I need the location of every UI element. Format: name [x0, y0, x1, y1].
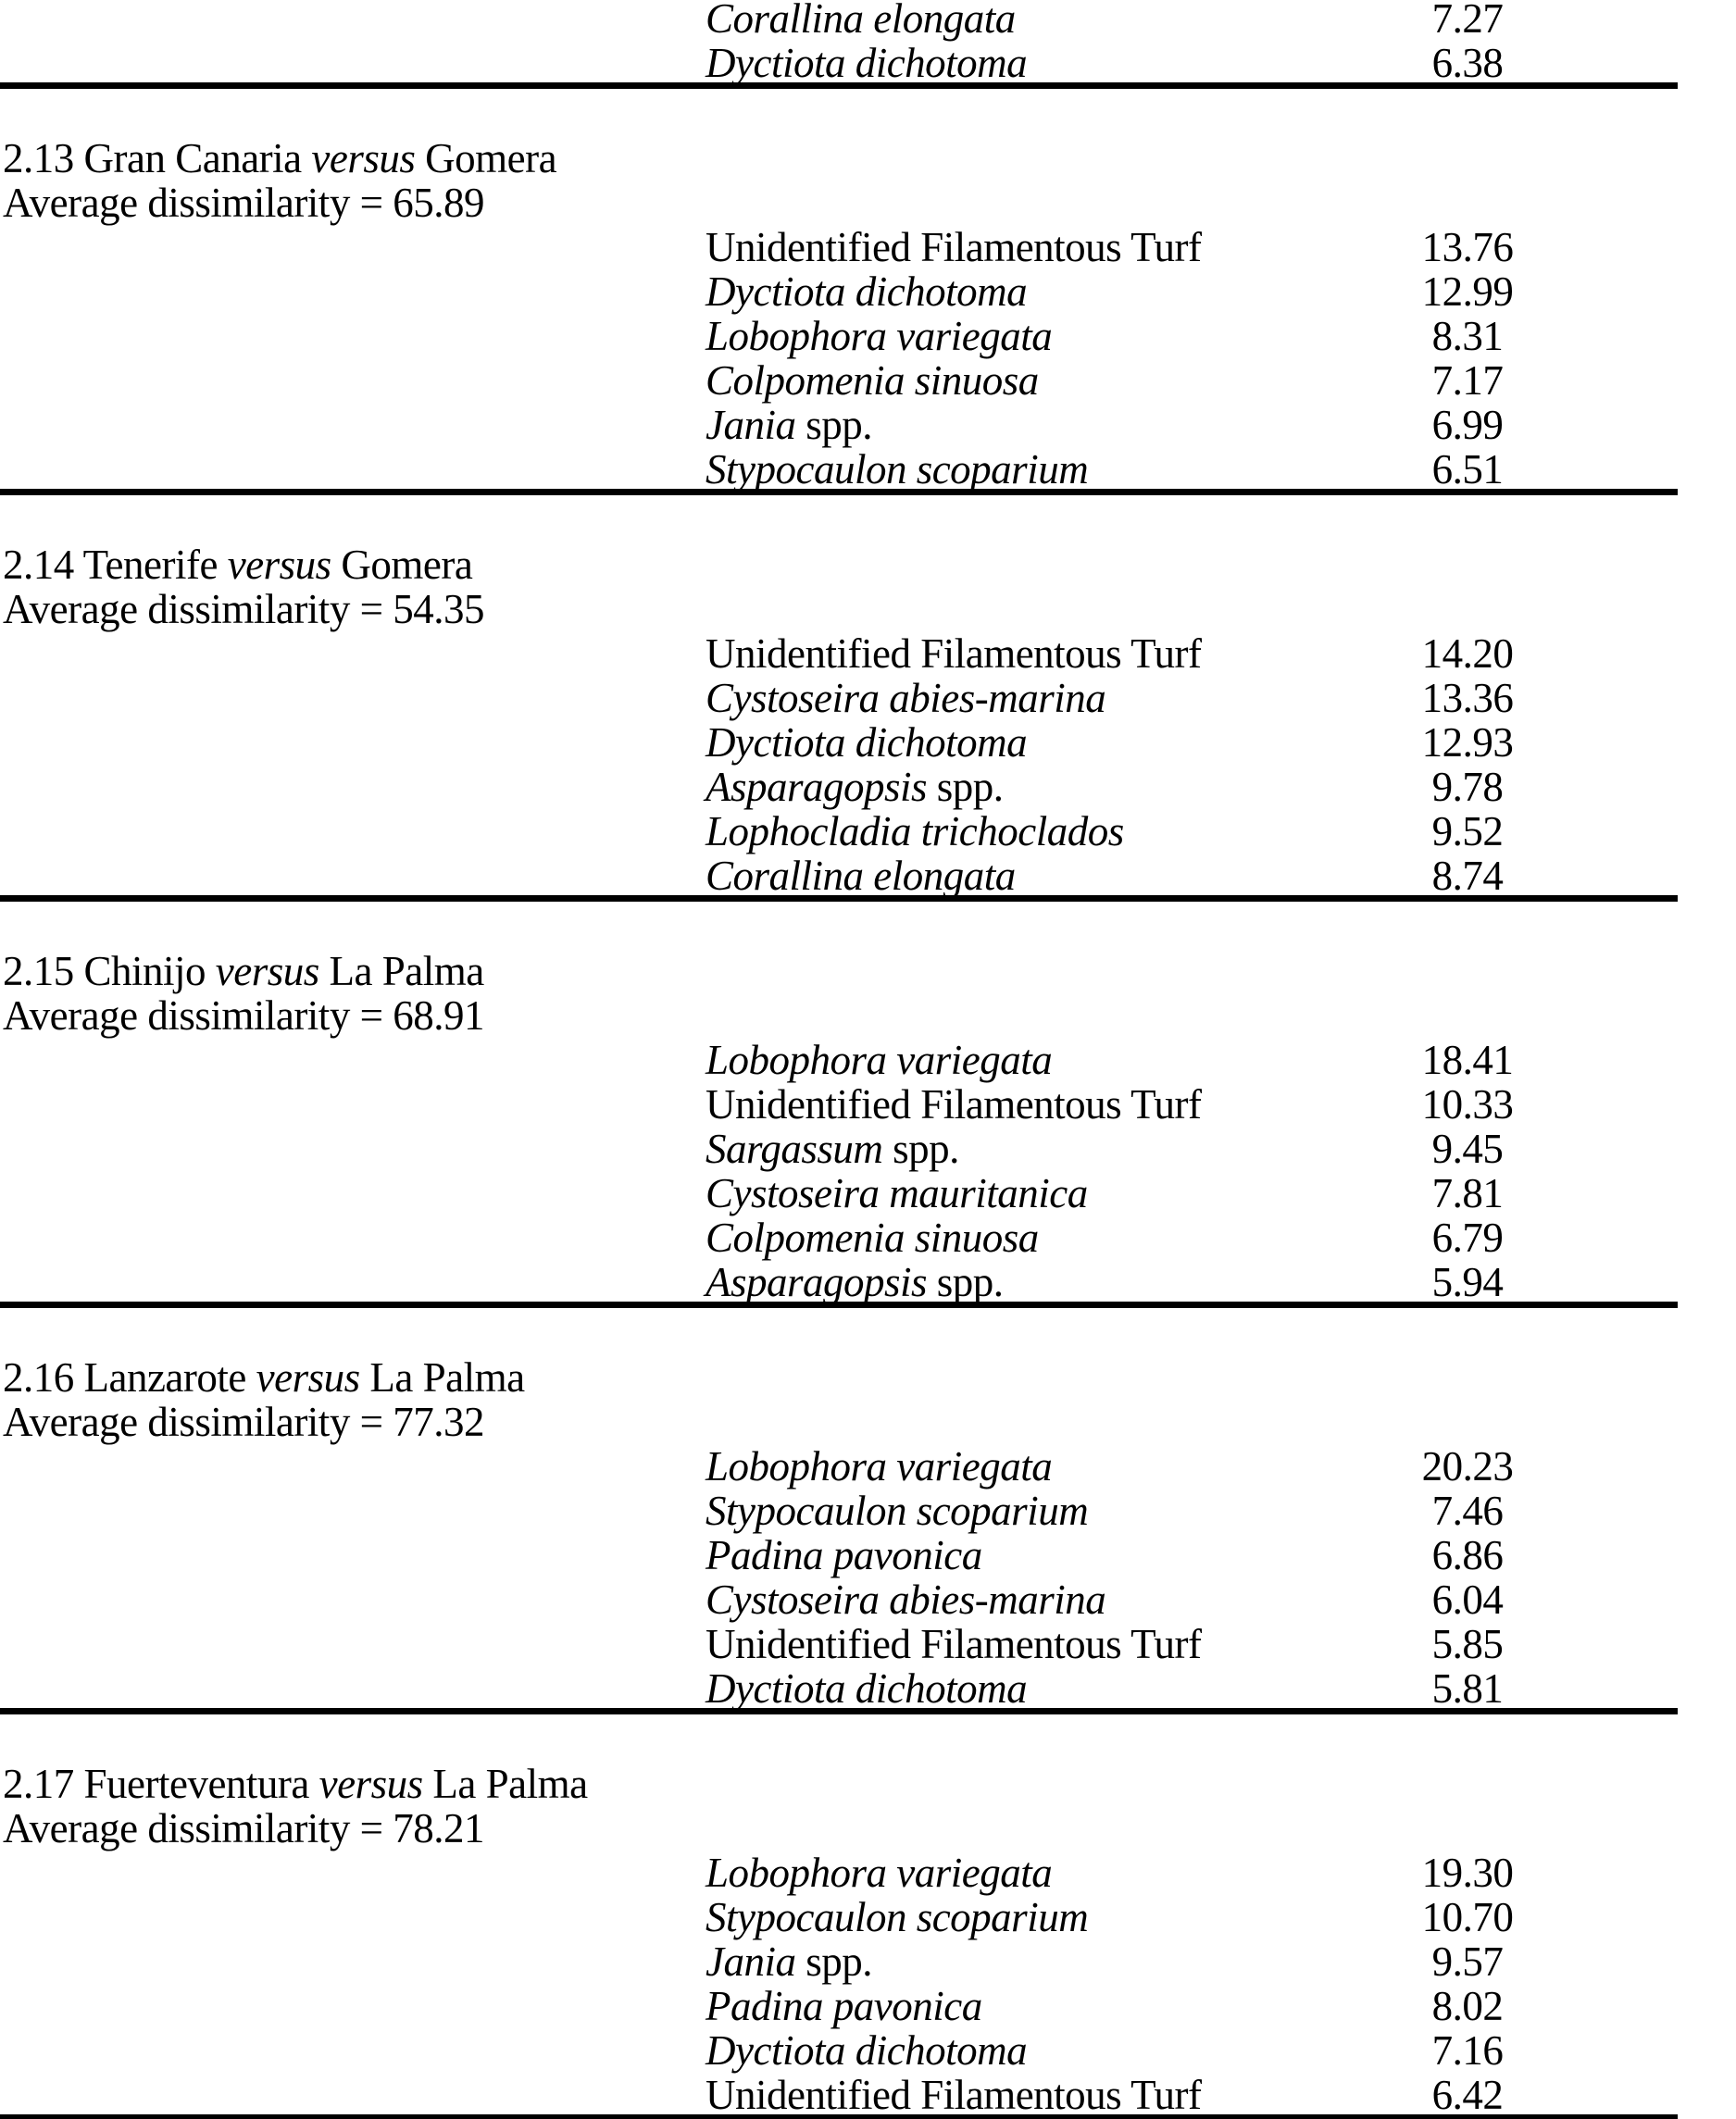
species-cell: [706, 1984, 982, 2028]
contribution-value: 8.02: [1431, 1983, 1504, 2029]
species-cell: [706, 2073, 1202, 2117]
species-cell: [706, 269, 1027, 314]
species-row: [0, 1127, 1736, 1171]
species-name: Sargassum: [706, 1126, 883, 1172]
species-cell: [706, 1260, 1004, 1304]
species-row: [0, 1622, 1736, 1666]
species-cell: [706, 403, 872, 447]
species-cell: [706, 1851, 1052, 1895]
species-row: [0, 269, 1736, 314]
section-heading: [0, 1355, 1736, 1400]
species-name: Stypocaulon scoparium: [706, 446, 1089, 492]
species-row: [0, 1577, 1736, 1622]
contribution-value: 5.94: [1431, 1259, 1504, 1305]
species-cell: [706, 1666, 1027, 1711]
contribution-value: 12.93: [1421, 719, 1514, 766]
species-row: [0, 358, 1736, 403]
species-name: Dyctiota dichotoma: [706, 1665, 1028, 1712]
contribution-value: 7.17: [1431, 357, 1504, 404]
species-cell: [706, 358, 1039, 403]
species-cell: [706, 0, 1016, 41]
species-name: Asparagopsis: [706, 764, 928, 810]
species-row: [0, 1171, 1736, 1215]
section-heading: [0, 1762, 1736, 1806]
contribution-value: 6.51: [1431, 446, 1504, 492]
species-name: Unidentified Filamentous Turf: [706, 1621, 1202, 1667]
section-2-13: [0, 136, 1736, 492]
species-name: Dyctiota dichotoma: [706, 40, 1028, 86]
contribution-value: 13.76: [1421, 224, 1514, 270]
species-row: [0, 2073, 1736, 2117]
versus-label: versus: [227, 542, 331, 588]
contribution-value: 10.70: [1421, 1894, 1514, 1940]
heading-post: La Palma: [432, 1761, 588, 1807]
species-row: [0, 1851, 1736, 1895]
species-name: Stypocaulon scoparium: [706, 1894, 1089, 1940]
species-cell: [706, 1038, 1052, 1082]
species-row: [0, 1895, 1736, 1939]
species-row: [0, 765, 1736, 809]
contribution-value: 13.36: [1421, 675, 1514, 721]
versus-label: versus: [311, 135, 416, 181]
species-name: Lobophora variegata: [706, 313, 1053, 359]
section-2-17: [0, 1762, 1736, 2117]
section-2-14: [0, 542, 1736, 898]
species-name: Padina pavonica: [706, 1532, 982, 1578]
species-row: [0, 720, 1736, 765]
contribution-value: 19.30: [1421, 1850, 1514, 1896]
contribution-value: 20.23: [1421, 1443, 1514, 1490]
species-name: Jania: [706, 1938, 796, 1985]
species-row: [0, 1038, 1736, 1082]
heading-pre: 2.17 Fuerteventura: [3, 1761, 309, 1807]
species-cell: [706, 631, 1202, 676]
heading-pre: 2.15 Chinijo: [3, 948, 206, 994]
heading-pre: 2.13 Gran Canaria: [3, 135, 302, 181]
species-row: [0, 1984, 1736, 2028]
section-heading: [0, 136, 1736, 181]
species-cell: [706, 41, 1027, 85]
species-cell: [706, 1895, 1088, 1939]
avg-dissimilarity-line: Average dissimilarity = 68.91: [3, 992, 484, 1039]
species-cell: [706, 1444, 1052, 1489]
versus-label: versus: [318, 1761, 423, 1807]
species-cell: [706, 720, 1027, 765]
contribution-value: 6.99: [1431, 402, 1504, 448]
contribution-value: 10.33: [1421, 1081, 1514, 1128]
contribution-value: 18.41: [1421, 1037, 1514, 1083]
contribution-value: 6.38: [1431, 40, 1504, 86]
species-row: [0, 225, 1736, 269]
species-name: Stypocaulon scoparium: [706, 1488, 1089, 1534]
species-name: Lophocladia trichoclados: [706, 808, 1124, 854]
species-name: Cystoseira mauritanica: [706, 1170, 1088, 1216]
species-cell: [706, 854, 1016, 898]
species-name: Unidentified Filamentous Turf: [706, 2072, 1202, 2118]
species-cell: [706, 1082, 1202, 1127]
species-row: [0, 1489, 1736, 1533]
species-row: [0, 1082, 1736, 1127]
species-cell: [706, 1939, 872, 1984]
species-name: Unidentified Filamentous Turf: [706, 224, 1202, 270]
species-row: [0, 1666, 1736, 1711]
versus-label: versus: [256, 1354, 360, 1401]
species-row: [0, 676, 1736, 720]
species-suffix: spp.: [927, 1259, 1004, 1305]
heading-post: Gomera: [341, 542, 473, 588]
species-row: [0, 447, 1736, 492]
heading-pre: 2.16 Lanzarote: [3, 1354, 246, 1401]
contribution-value: 5.81: [1431, 1665, 1504, 1712]
species-cell: [706, 447, 1088, 492]
species-name: Corallina elongata: [706, 0, 1016, 42]
contribution-value: 12.99: [1421, 268, 1514, 315]
species-cell: [706, 676, 1105, 720]
species-name: Cystoseira abies-marina: [706, 1577, 1106, 1623]
leading-rows: [0, 0, 1736, 85]
avg-dissimilarity-line: Average dissimilarity = 54.35: [3, 586, 484, 632]
contribution-value: 5.85: [1431, 1621, 1504, 1667]
species-row: [0, 1260, 1736, 1304]
species-name: Corallina elongata: [706, 853, 1016, 899]
avg-dissimilarity-line: Average dissimilarity = 77.32: [3, 1399, 484, 1445]
section-heading: [0, 542, 1736, 587]
species-name: Unidentified Filamentous Turf: [706, 630, 1202, 677]
avg-dissimilarity-line: Average dissimilarity = 65.89: [3, 180, 484, 226]
species-cell: [706, 1533, 982, 1577]
section-heading: [0, 949, 1736, 993]
species-row: [0, 0, 1736, 41]
contribution-value: 9.45: [1431, 1126, 1504, 1172]
species-row: [0, 1444, 1736, 1489]
contribution-value: 8.31: [1431, 313, 1504, 359]
species-suffix: spp.: [795, 1938, 872, 1985]
versus-label: versus: [215, 948, 319, 994]
species-name: Asparagopsis: [706, 1259, 928, 1305]
species-cell: [706, 1171, 1088, 1215]
species-row: [0, 854, 1736, 898]
contribution-value: 9.52: [1431, 808, 1504, 854]
species-row: [0, 809, 1736, 854]
contribution-value: 6.04: [1431, 1577, 1504, 1623]
species-name: Lobophora variegata: [706, 1443, 1053, 1490]
species-row: [0, 1939, 1736, 1984]
heading-pre: 2.14 Tenerife: [3, 542, 218, 588]
contribution-value: 7.81: [1431, 1170, 1504, 1216]
species-name: Colpomenia sinuosa: [706, 1215, 1039, 1261]
heading-post: La Palma: [369, 1354, 525, 1401]
species-name: Colpomenia sinuosa: [706, 357, 1039, 404]
avg-dissimilarity-line: Average dissimilarity = 78.21: [3, 1805, 484, 1851]
section-2-16: [0, 1355, 1736, 1711]
species-cell: [706, 1489, 1088, 1533]
contribution-value: 7.46: [1431, 1488, 1504, 1534]
species-cell: [706, 1127, 959, 1171]
species-cell: [706, 225, 1202, 269]
species-row: [0, 403, 1736, 447]
contribution-value: 7.16: [1431, 2027, 1504, 2074]
contribution-value: 6.42: [1431, 2072, 1504, 2118]
species-cell: [706, 2028, 1027, 2073]
species-cell: [706, 765, 1004, 809]
species-name: Unidentified Filamentous Turf: [706, 1081, 1202, 1128]
species-cell: [706, 809, 1124, 854]
species-name: Dyctiota dichotoma: [706, 719, 1028, 766]
species-name: Cystoseira abies-marina: [706, 675, 1106, 721]
species-suffix: spp.: [882, 1126, 959, 1172]
species-suffix: spp.: [927, 764, 1004, 810]
species-row: [0, 631, 1736, 676]
species-name: Dyctiota dichotoma: [706, 2027, 1028, 2074]
species-cell: [706, 314, 1052, 358]
species-row: [0, 314, 1736, 358]
section-2-15: [0, 949, 1736, 1304]
species-cell: [706, 1215, 1039, 1260]
contribution-value: 8.74: [1431, 853, 1504, 899]
species-name: Lobophora variegata: [706, 1850, 1053, 1896]
species-row: [0, 1215, 1736, 1260]
heading-post: Gomera: [425, 135, 557, 181]
contribution-value: 14.20: [1421, 630, 1514, 677]
species-name: Dyctiota dichotoma: [706, 268, 1028, 315]
contribution-value: 9.78: [1431, 764, 1504, 810]
heading-post: La Palma: [329, 948, 484, 994]
species-cell: [706, 1622, 1202, 1666]
species-name: Lobophora variegata: [706, 1037, 1053, 1083]
contribution-value: 7.27: [1431, 0, 1504, 42]
species-cell: [706, 1577, 1105, 1622]
species-row: [0, 41, 1736, 85]
species-name: Padina pavonica: [706, 1983, 982, 2029]
species-suffix: spp.: [795, 402, 872, 448]
contribution-value: 9.57: [1431, 1938, 1504, 1985]
contribution-value: 6.79: [1431, 1215, 1504, 1261]
contribution-value: 6.86: [1431, 1532, 1504, 1578]
species-row: [0, 2028, 1736, 2073]
species-name: Jania: [706, 402, 796, 448]
species-row: [0, 1533, 1736, 1577]
